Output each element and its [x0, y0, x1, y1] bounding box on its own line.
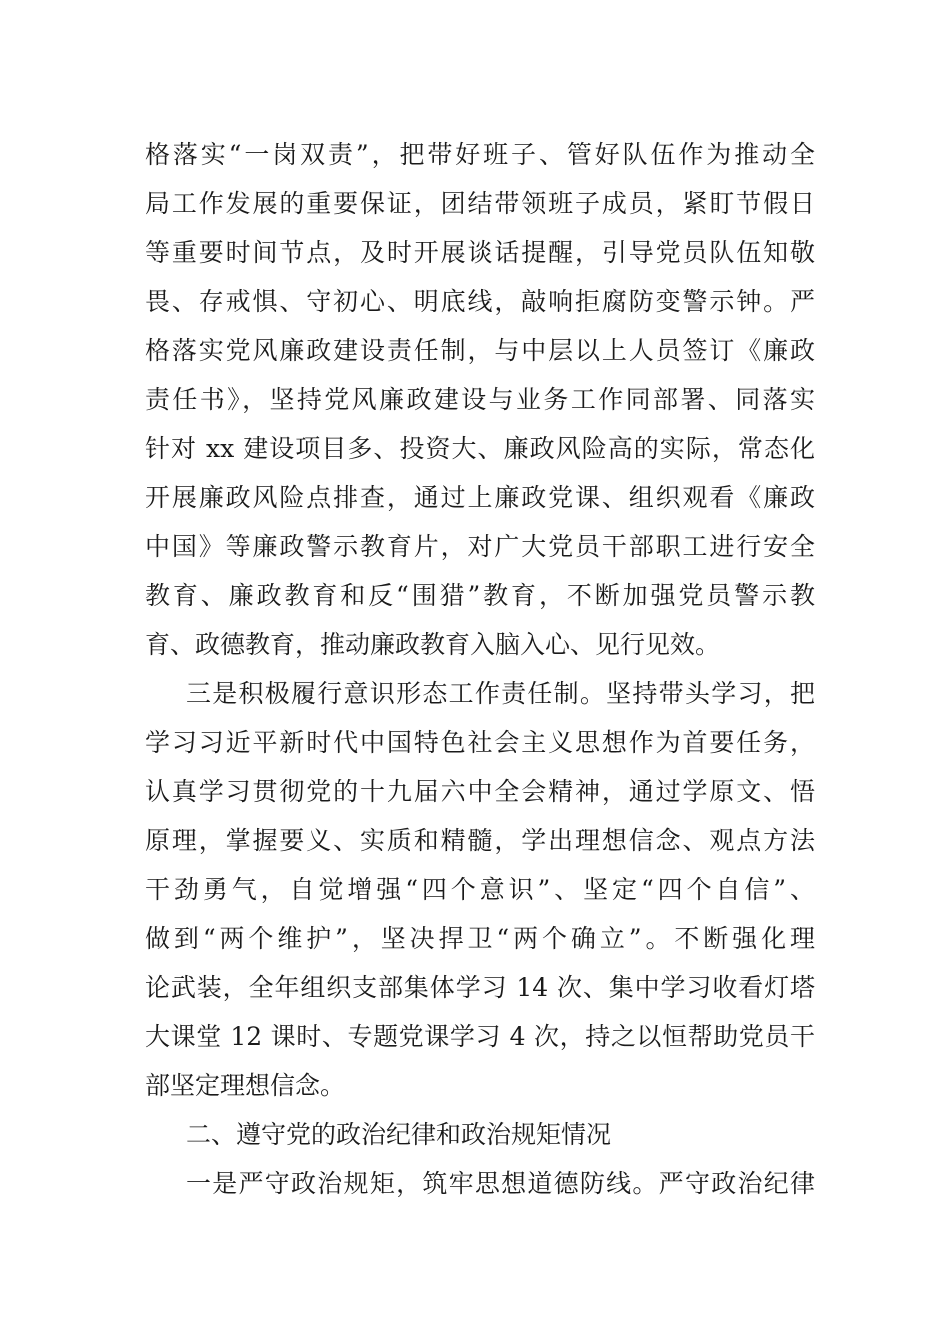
paragraph-line: 格落实党风廉政建设责任制，与中层以上人员签订《廉政	[145, 336, 815, 365]
paragraph-line: 中国》等廉政警示教育片，对广大党员干部职工进行安全	[145, 532, 815, 561]
paragraph-line: 育、政德教育，推动廉政教育入脑入心、见行见效。	[145, 630, 721, 659]
paragraph-line: 原理，掌握要义、实质和精髓，学出理想信念、观点方法	[145, 826, 815, 855]
paragraph-line: 部坚定理想信念。	[145, 1071, 346, 1100]
paragraph-line: 做到“两个维护”，坚决捍卫“两个确立”。不断强化理	[145, 924, 815, 953]
paragraph-line: 三是积极履行意识形态工作责任制。坚持带头学习，把	[186, 679, 815, 708]
paragraph-line: 格落实“一岗双责”，把带好班子、管好队伍作为推动全	[145, 140, 815, 169]
paragraph-line: 等重要时间节点，及时开展谈话提醒，引导党员队伍知敬	[145, 238, 815, 267]
paragraph-line: 针对 xx 建设项目多、投资大、廉政风险高的实际，常态化	[145, 434, 815, 463]
paragraph-line: 论武装，全年组织支部集体学习 14 次、集中学习收看灯塔	[145, 973, 815, 1002]
paragraph-line: 学习习近平新时代中国特色社会主义思想作为首要任务，	[145, 728, 815, 757]
paragraph-line: 责任书》，坚持党风廉政建设与业务工作同部署、同落实	[145, 385, 815, 414]
paragraph-line: 大课堂 12 课时、专题党课学习 4 次，持之以恒帮助党员干	[145, 1022, 815, 1051]
paragraph-line: 一是严守政治规矩，筑牢思想道德防线。严守政治纪律	[186, 1169, 815, 1198]
document-body	[145, 130, 815, 1208]
section-heading: 二、遵守党的政治纪律和政治规矩情况	[186, 1120, 612, 1149]
paragraph-line: 认真学习贯彻党的十九届六中全会精神，通过学原文、悟	[145, 777, 815, 806]
paragraph-line: 局工作发展的重要保证，团结带领班子成员，紧盯节假日	[145, 189, 815, 218]
paragraph-line: 干劲勇气，自觉增强“四个意识”、坚定“四个自信”、	[145, 875, 815, 904]
paragraph-line: 开展廉政风险点排查，通过上廉政党课、组织观看《廉政	[145, 483, 815, 512]
paragraph-line: 教育、廉政教育和反“围猎”教育，不断加强党员警示教	[145, 581, 815, 610]
paragraph-line: 畏、存戒惧、守初心、明底线，敲响拒腐防变警示钟。严	[145, 287, 815, 316]
